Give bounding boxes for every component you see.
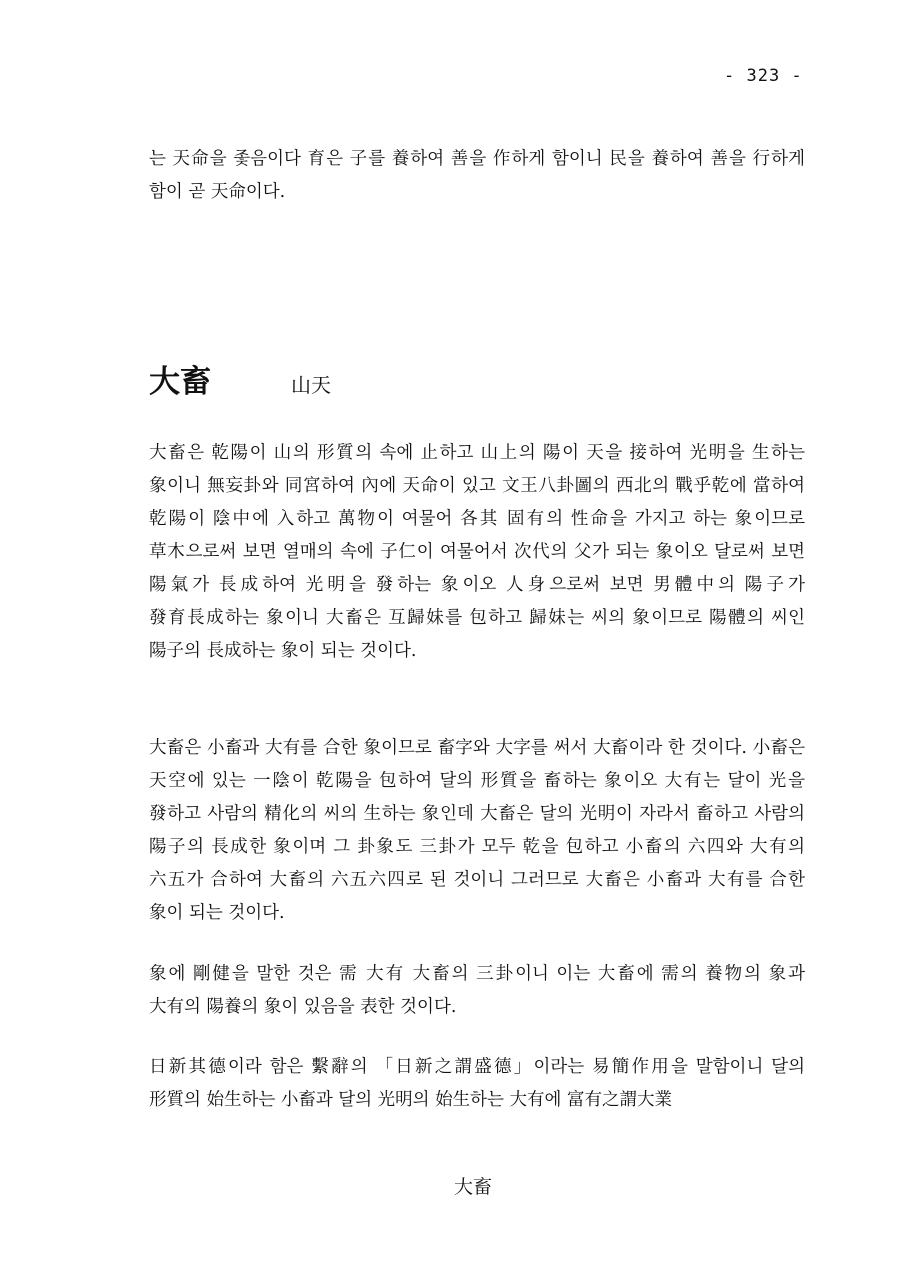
paragraph: 大畜은 小畜과 大有를 合한 象이므로 畜字와 大字를 써서 大畜이라 한 것이다. 小畜은 天空에 있는 一陰이 乾陽을 包하여 달의 形質을 畜하는 象이오 大有는 달이 光을 發하고 사람의 精化의 씨의 生하는 象인데 大畜은 달의 光明이 자라서 畜하고 사람의 陽子의 長成한 象이며 그 卦象도 三卦가 모두 乾을 包하고 小畜의 六四와 大有의 六五가 合하여 大畜의 六五六四로 된 것이니 그러므로 大畜은 小畜과 大有를 合한 象이 되는 것이다. xyxy=(149,738,805,923)
page-number: - 323 - xyxy=(724,66,803,86)
section-title: 大畜 xyxy=(149,364,211,400)
paragraph: 象에 剛健을 말한 것은 需 大有 大畜의 三卦이니 이는 大畜에 需의 養物의 象과 大有의 陽養의 象이 있음을 表한 것이다. xyxy=(149,964,805,1017)
paragraph: 大畜은 乾陽이 山의 形質의 속에 止하고 山上의 陽이 天을 接하여 光明을 生하는 象이니 無妄卦와 同宮하여 內에 天命이 있고 文王八卦圖의 西北의 戰乎乾에 當하여 乾陽이 陰中에 入하고 萬物이 여물어 各其 固有의 性命을 가지고 하는 象이므로 草木으로써 보면 열매의 속에 子仁이 여물어서 次代의 父가 되는 象이오 달로써 보면 陽氣가 長成하여 光明을 發하는 象이오 人身으로써 보면 男體中의 陽子가 發育長成하는 象이니 大畜은 互歸妹를 包하고 歸妹는 씨의 象이므로 陽體의 씨인 陽子의 長成하는 象이 되는 것이다. xyxy=(149,443,805,661)
paragraph: 日新其德이라 함은 繫辭의 「日新之謂盛德」이라는 易簡作用을 말함이니 달의 形質의 始生하는 小畜과 달의 光明의 始生하는 大有에 富有之謂大業 xyxy=(149,1057,805,1110)
section-subtitle: 山天 xyxy=(291,373,331,397)
paragraph-continued: 는 天命을 좇음이다 育은 子를 養하여 善을 作하게 함이니 民을 養하여 善을 行하게 함이 곧 天命이다. xyxy=(149,149,805,202)
page-footer: 大畜 xyxy=(453,1176,492,1198)
section-heading xyxy=(149,356,331,404)
